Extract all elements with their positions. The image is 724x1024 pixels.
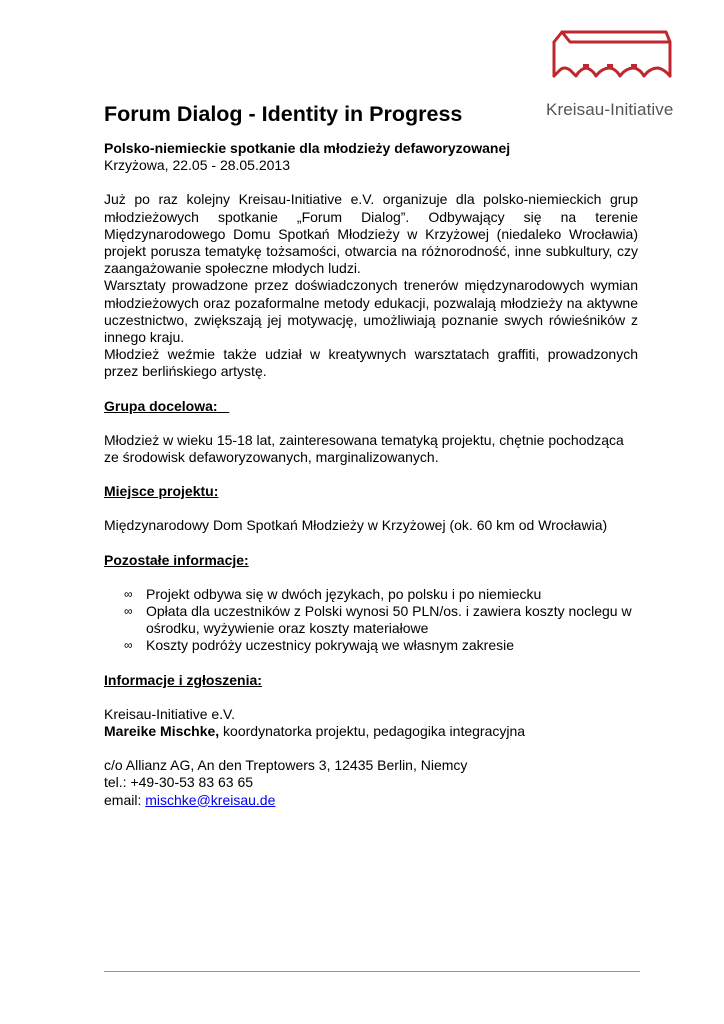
contact-person: [104, 723, 638, 740]
document-body: [104, 100, 638, 809]
kreisau-logo-icon: [546, 24, 676, 84]
list-item: ∞ Projekt odbywa się w dwóch językach, po polsku i po niemiecku: [124, 585, 542, 602]
page-title: Forum Dialog - Identity in Progress: [104, 102, 463, 126]
footer-divider: [104, 971, 640, 972]
email-link[interactable]: mischke@kreisau.de: [145, 791, 276, 808]
contact-org: Kreisau-Initiative e.V.: [104, 705, 235, 722]
intro-paragraph-2: Warsztaty prowadzone przez doświadczonych trenerów międzynarodowych wymian młodzieżowych oraz pozaformalne metody edukacji, pozwalają młodzieży na aktywne uczestnictwo, zwiększają jej motywację, umożliwiają poznanie swych rówieśników z innego kraju.: [104, 277, 638, 346]
contact-email: email: mischke@kreisau.de: [104, 791, 276, 808]
infinity-bullet-icon: ∞: [124, 638, 133, 653]
location-heading: Miejsce projektu:: [104, 483, 219, 500]
event-dates: Krzyżowa, 22.05 - 28.05.2013: [104, 157, 291, 174]
contact-address: c/o Allianz AG, An den Treptowers 3, 12435 Berlin, Niemcy: [104, 757, 468, 774]
intro-paragraph-1: Już po raz kolejny Kreisau-Initiative e.V. organizuje dla polsko-niemieckich grup młodzieżowych spotkanie „Forum Dialog”. Odbywający się na terenie Międzynarodowego Domu Spotkań Młodzieży w Krzyżowej (niedaleko Wrocławia) projekt porusza tematykę tożsamości, otwarcia na różnorodność, inne subkultury, czy zaangażowanie społeczne młodych ludzi.: [104, 191, 638, 277]
target-group-text: Młodzież w wieku 15-18 lat, zainteresowana tematyką projektu, chętnie pochodząca ze środowisk defaworyzowanych, marginalizowanych.: [104, 431, 624, 466]
other-info-list: [104, 586, 638, 655]
contact-person-name: Mareike Mischke,: [104, 723, 220, 740]
subtitle: Polsko-niemieckie spotkanie dla młodzieży defaworyzowanej: [104, 140, 511, 156]
logo-text: Kreisau-Initiative: [546, 100, 674, 119]
location-text: Międzynarodowy Dom Spotkań Młodzieży w Krzyżowej (ok. 60 km od Wrocławia): [104, 517, 608, 534]
infinity-bullet-icon: ∞: [124, 586, 133, 601]
list-item: ∞ Opłata dla uczestników z Polski wynosi 50 PLN/os. i zawiera koszty noclegu w ośrodku, wyżywienie oraz koszty materiałowe: [124, 603, 632, 637]
target-group-heading: Grupa docelowa:: [104, 397, 218, 414]
other-info-heading: Pozostałe informacje:: [104, 551, 249, 568]
infinity-bullet-icon: ∞: [124, 604, 133, 619]
contact-person-role: koordynatorka projektu, pedagogika integracyjna: [219, 723, 526, 740]
intro-paragraph-3: Młodzież weźmie także udział w kreatywnych warsztatach graffiti, prowadzonych przez berlińskiego artystę.: [104, 346, 638, 380]
contact-phone: tel.: +49-30-53 83 63 65: [104, 774, 254, 791]
list-item: ∞ Koszty podróży uczestnicy pokrywają we własnym zakresie: [124, 637, 515, 654]
contact-heading: Informacje i zgłoszenia:: [104, 671, 262, 688]
